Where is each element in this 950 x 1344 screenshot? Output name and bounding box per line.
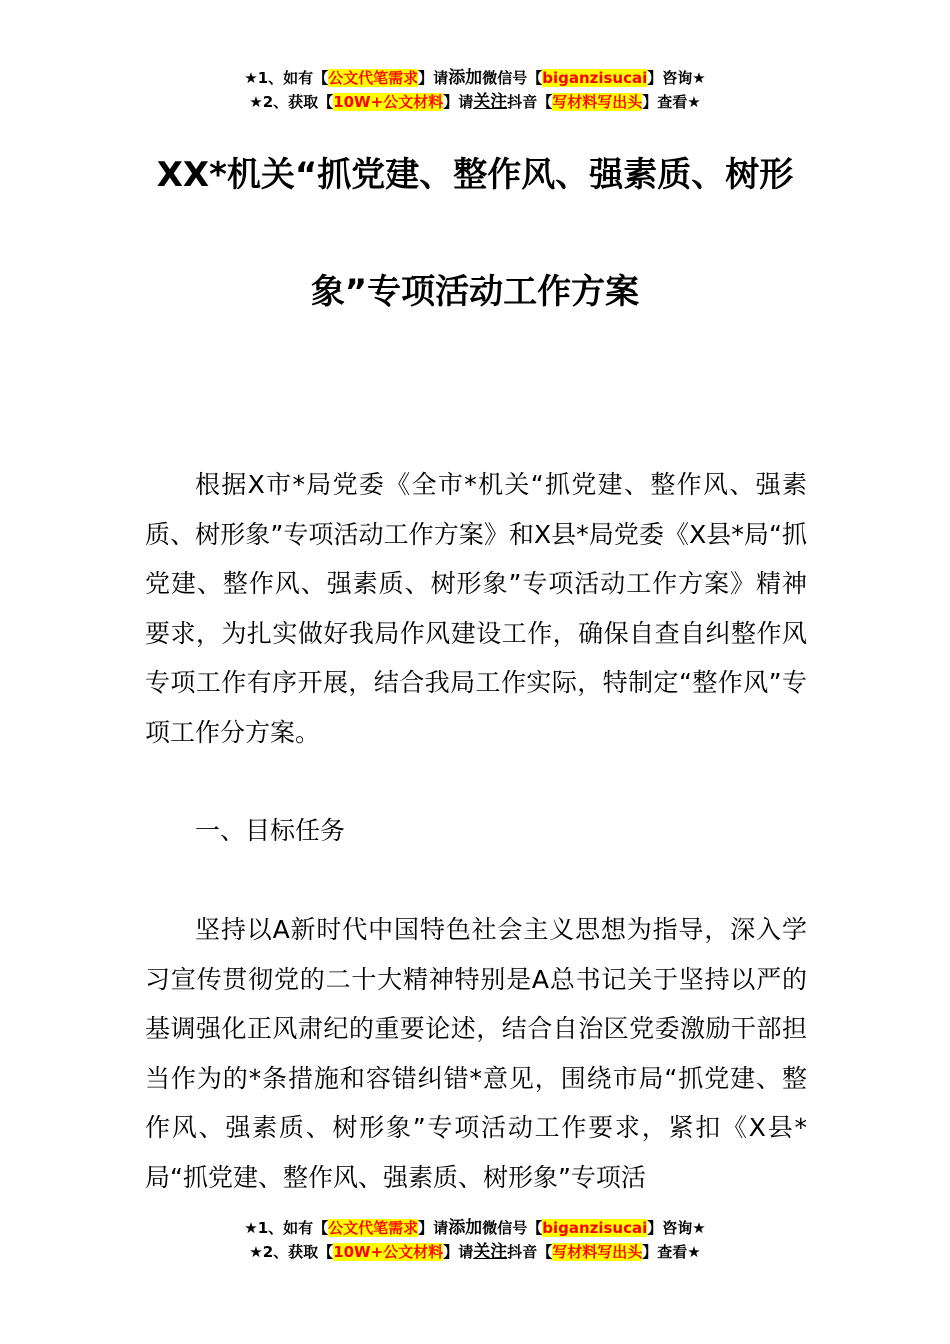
promo-text: 1、如有【 bbox=[257, 1219, 329, 1237]
promo-text: 】咨询★ bbox=[647, 69, 706, 87]
promo-text: 微信号【 bbox=[482, 1219, 543, 1237]
star-icon: ★ bbox=[249, 93, 263, 111]
promo-text: 抖音【 bbox=[507, 93, 553, 111]
promo-text: 】请 bbox=[443, 93, 474, 111]
promo-line-2 bbox=[0, 1240, 950, 1264]
highlight-text: 写材料写出头 bbox=[552, 1243, 643, 1261]
promo-text: 2、获取【 bbox=[262, 1243, 334, 1261]
promo-line-2 bbox=[0, 90, 950, 114]
promo-banner-top bbox=[0, 66, 950, 114]
promo-text: 】查看★ bbox=[642, 93, 701, 111]
paragraph-text: 根据X市*局党委《全市*机关“抓党建、整作风、强素质、树形象”专项活动工作方案》和X县*局党委《X县*局“抓党建、整作风、强素质、树形象”专项活动工作方案》精神要求，为扎实做好我局作风建设工作，确保自查自纠整作风专项工作有序开展，结合我局工作实际，特制定“整作风”专项工作分方案。 bbox=[145, 470, 807, 747]
promo-text: 2、获取【 bbox=[262, 93, 334, 111]
highlight-text: 公文代笔需求 bbox=[328, 69, 419, 87]
body-paragraph-1 bbox=[145, 460, 807, 758]
promo-line-1 bbox=[0, 66, 950, 90]
promo-text: 抖音【 bbox=[507, 1243, 553, 1261]
wechat-id: biganzisucai bbox=[542, 1219, 648, 1237]
highlight-text: 10W+公文材料 bbox=[333, 93, 444, 111]
promo-text: 】请 bbox=[418, 69, 449, 87]
document-title-line-1: XX*机关“抓党建、整作风、强素质、树形 bbox=[156, 155, 794, 195]
promo-line-1 bbox=[0, 1216, 950, 1240]
document-title-line-2: 象”专项活动工作方案 bbox=[310, 272, 640, 312]
promo-text: 】查看★ bbox=[642, 1243, 701, 1261]
wechat-id: biganzisucai bbox=[542, 69, 648, 87]
promo-text: 添加 bbox=[448, 1218, 483, 1238]
promo-text: 】请 bbox=[418, 1219, 449, 1237]
promo-text: 关注 bbox=[473, 1242, 508, 1262]
promo-text: 添加 bbox=[448, 68, 483, 88]
star-icon: ★ bbox=[244, 1219, 258, 1237]
promo-text: 】咨询★ bbox=[647, 1219, 706, 1237]
star-icon: ★ bbox=[244, 69, 258, 87]
promo-banner-bottom bbox=[0, 1216, 950, 1264]
section-heading: 一、目标任务 bbox=[195, 816, 346, 845]
highlight-text: 写材料写出头 bbox=[552, 93, 643, 111]
star-icon: ★ bbox=[249, 1243, 263, 1261]
highlight-text: 10W+公文材料 bbox=[333, 1243, 444, 1261]
promo-text: 1、如有【 bbox=[257, 69, 329, 87]
paragraph-text: 坚持以A新时代中国特色社会主义思想为指导，深入学习宣传贯彻党的二十大精神特别是A总书记关于坚持以严的基调强化正风肃纪的重要论述，结合自治区党委激励干部担当作为的*条措施和容错纠错*意见，围绕市局“抓党建、整作风、强素质、树形象”专项活动工作要求，紧扣《X县*局“抓党建、整作风、强素质、树形象”专项活 bbox=[145, 915, 807, 1192]
promo-text: 】请 bbox=[443, 1243, 474, 1261]
promo-text: 微信号【 bbox=[482, 69, 543, 87]
highlight-text: 公文代笔需求 bbox=[328, 1219, 419, 1237]
promo-text: 关注 bbox=[473, 92, 508, 112]
body-paragraph-2 bbox=[145, 905, 807, 1199]
